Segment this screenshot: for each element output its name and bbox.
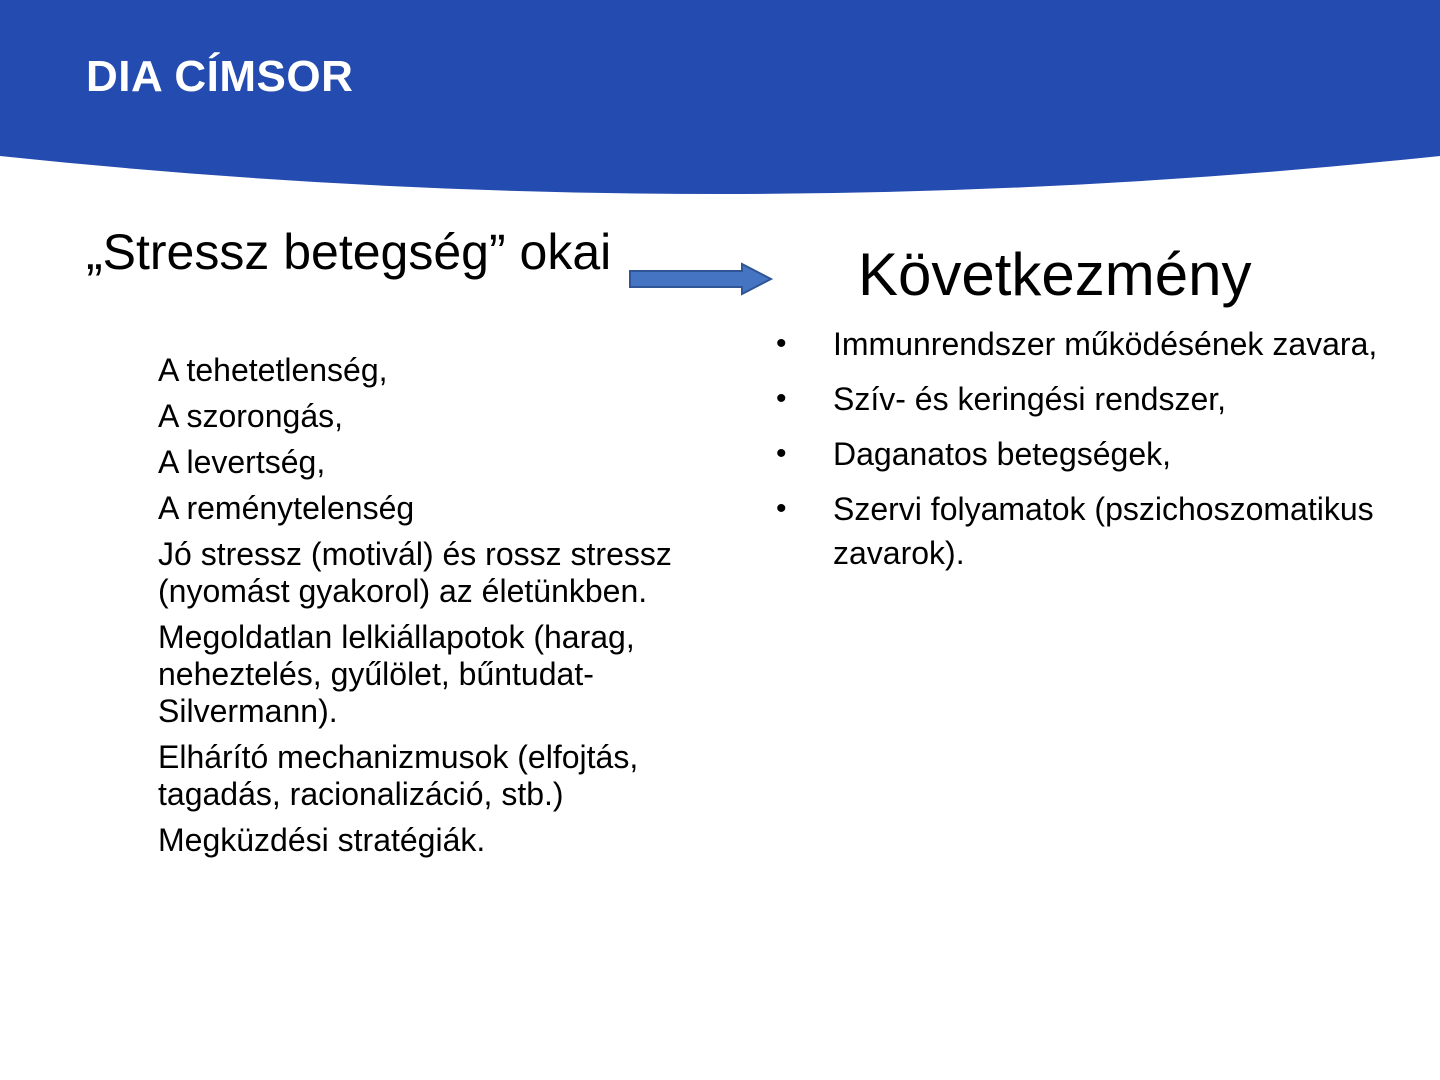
causes-list-item: A szorongás, [158, 398, 343, 434]
consequence-heading: Következmény [858, 241, 1252, 308]
consequence-list-item [776, 487, 1416, 575]
causes-heading: „Stressz betegség” okai [86, 224, 612, 280]
bullet-icon: • [776, 437, 787, 470]
consequence-text: Szervi folyamatok (pszichoszomatikus zavarok). [833, 491, 1374, 571]
consequence-text: Szív- és keringési rendszer, [833, 381, 1227, 417]
causes-list-item: A tehetetlenség, [158, 352, 388, 388]
slide-title: DIA CÍMSOR [86, 52, 354, 101]
bullet-icon: • [776, 382, 787, 415]
causes-list-item: Elhárító mechanizmusok (elfojtás, tagadás, racionalizáció, stb.) [158, 739, 639, 812]
bullet-icon: • [776, 327, 787, 360]
right-arrow-icon [628, 262, 774, 296]
causes-list-item: Jó stressz (motivál) és rossz stressz (nyomást gyakorol) az életünkben. [158, 536, 672, 609]
consequence-text: Immunrendszer működésének zavara, [833, 326, 1378, 362]
causes-list-item: A reménytelenség [158, 490, 415, 526]
causes-list-item: Megküzdési stratégiák. [158, 822, 486, 858]
causes-list [158, 352, 718, 868]
consequence-text: Daganatos betegségek, [833, 436, 1172, 472]
causes-list-item: Megoldatlan lelkiállapotok (harag, neheztelés, gyűlölet, bűntudat- Silvermann). [158, 619, 635, 729]
consequence-list-item [776, 322, 1416, 366]
causes-list-item: A levertség, [158, 444, 326, 480]
consequence-list [776, 322, 1416, 586]
right-arrow-shape [630, 264, 771, 294]
bullet-icon: • [776, 492, 787, 525]
consequence-list-item [776, 377, 1416, 421]
consequence-list-item [776, 432, 1416, 476]
